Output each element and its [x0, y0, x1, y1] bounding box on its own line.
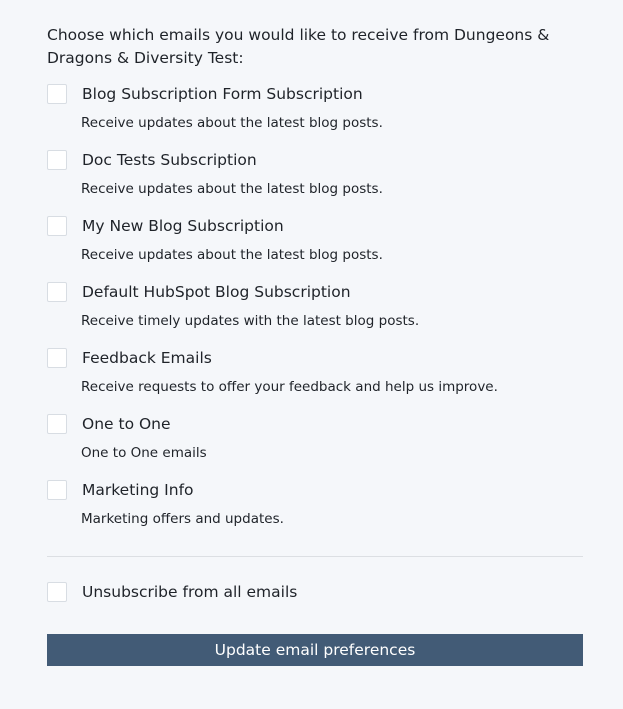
subscription-checkbox[interactable]: [47, 414, 67, 434]
subscription-item[interactable]: [47, 414, 583, 480]
subscription-title[interactable]: Doc Tests Subscription: [82, 151, 257, 169]
subscription-description: Marketing offers and updates.: [81, 511, 284, 527]
subscription-item[interactable]: [47, 150, 583, 216]
subscription-item[interactable]: [47, 348, 583, 414]
subscription-description: Receive updates about the latest blog posts.: [81, 247, 383, 263]
subscription-checkbox[interactable]: [47, 348, 67, 368]
intro-text: Choose which emails you would like to receive from Dungeons & Dragons & Diversity Test:: [47, 26, 550, 67]
subscription-checkbox[interactable]: [47, 150, 67, 170]
subscription-title[interactable]: Marketing Info: [82, 481, 194, 499]
subscription-title[interactable]: One to One: [82, 415, 171, 433]
subscription-description: One to One emails: [81, 445, 207, 461]
subscription-item[interactable]: [47, 84, 583, 150]
subscription-title[interactable]: My New Blog Subscription: [82, 217, 284, 235]
unsubscribe-all-checkbox[interactable]: [47, 582, 67, 602]
unsubscribe-all-label[interactable]: Unsubscribe from all emails: [82, 583, 298, 601]
subscription-description: Receive updates about the latest blog posts.: [81, 181, 383, 197]
update-preferences-button[interactable]: Update email preferences: [47, 634, 583, 666]
subscription-title[interactable]: Feedback Emails: [82, 349, 212, 367]
subscription-item[interactable]: [47, 282, 583, 348]
divider: [47, 556, 583, 557]
subscription-description: Receive requests to offer your feedback and help us improve.: [81, 379, 498, 395]
subscription-checkbox[interactable]: [47, 480, 67, 500]
subscription-checkbox[interactable]: [47, 84, 67, 104]
subscription-item[interactable]: [47, 480, 583, 546]
subscription-list: [47, 84, 583, 546]
subscription-checkbox[interactable]: [47, 282, 67, 302]
subscription-description: Receive timely updates with the latest blog posts.: [81, 313, 420, 329]
subscription-item[interactable]: [47, 216, 583, 282]
subscription-title[interactable]: Default HubSpot Blog Subscription: [82, 283, 351, 301]
subscription-title[interactable]: Blog Subscription Form Subscription: [82, 85, 363, 103]
subscription-description: Receive updates about the latest blog posts.: [81, 115, 383, 131]
unsubscribe-all-row[interactable]: [47, 582, 583, 604]
subscription-checkbox[interactable]: [47, 216, 67, 236]
